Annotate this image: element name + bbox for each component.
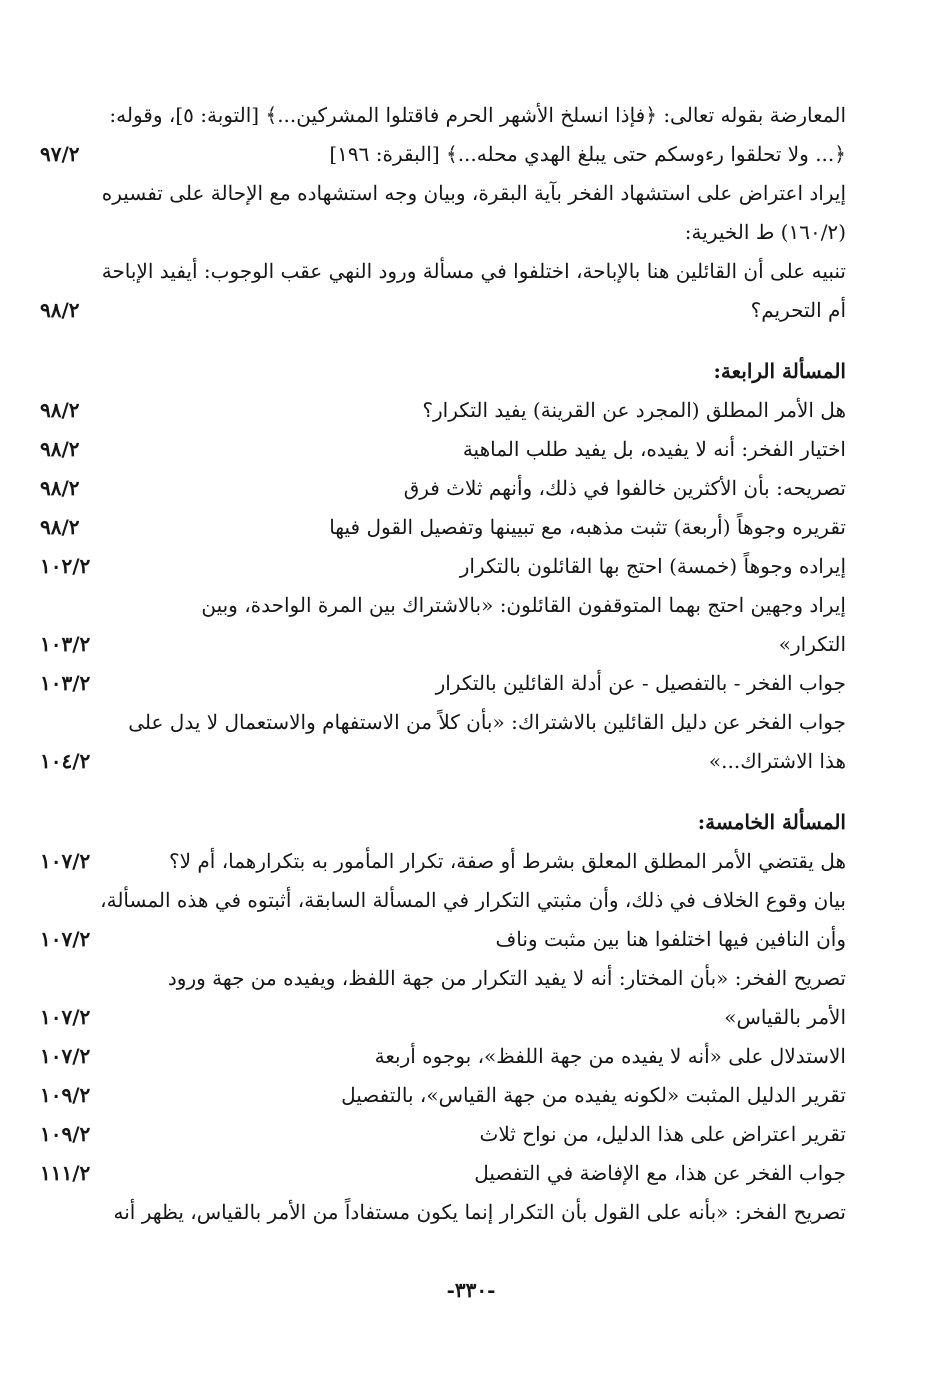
line-text: إيراد اعتراض على استشهاد الفخر بآية البقرة، وبيان وجه استشهاده مع الإحالة على تفسيره bbox=[101, 181, 846, 205]
page-ref: ١٠٧/٢ bbox=[40, 849, 91, 873]
line-text: المعارضة بقوله تعالى: ﴿فإذا انسلخ الأشهر الحرم فاقتلوا المشركين...﴾ [التوبة: ٥]، وقوله: bbox=[109, 103, 846, 127]
index-line bbox=[40, 547, 846, 586]
index-line bbox=[40, 430, 846, 469]
page-ref: ١٠٢/٢ bbox=[40, 554, 91, 578]
index-line bbox=[40, 469, 846, 508]
index-line bbox=[40, 1115, 846, 1154]
line-text: إيراده وجوهاً (خمسة) احتج بها القائلون بالتكرار bbox=[459, 554, 846, 578]
line-text: هل الأمر المطلق (المجرد عن القرينة) يفيد التكرار؟ bbox=[422, 398, 846, 422]
page-ref: ١٠٧/٢ bbox=[40, 927, 91, 951]
page-ref: ١٠٩/٢ bbox=[40, 1083, 91, 1107]
page-ref: ١٠٧/٢ bbox=[40, 1005, 91, 1029]
index-line bbox=[40, 625, 846, 664]
index-line bbox=[40, 291, 846, 330]
section-gap bbox=[40, 330, 846, 352]
line-text: جواب الفخر - بالتفصيل - عن أدلة القائلين بالتكرار bbox=[435, 671, 846, 695]
page-ref: ١٠٤/٢ bbox=[40, 749, 91, 773]
line-text: هذا الاشتراك...» bbox=[708, 749, 846, 773]
index-line bbox=[40, 508, 846, 547]
index-line bbox=[40, 920, 846, 959]
line-text: تصريح الفخر: «بأنه على القول بأن التكرار إنما يكون مستفاداً من الأمر بالقياس، يظهر أنه bbox=[113, 1200, 846, 1224]
index-line bbox=[40, 664, 846, 703]
page-ref: ٩٨/٢ bbox=[40, 298, 80, 322]
index-page bbox=[40, 96, 846, 1232]
page-ref: ٩٨/٢ bbox=[40, 515, 80, 539]
index-line bbox=[40, 742, 846, 781]
line-text: الاستدلال على «أنه لا يفيده من جهة اللفظ»، بوجوه أربعة bbox=[374, 1044, 846, 1068]
line-text: ﴿... ولا تحلقوا رءوسكم حتى يبلغ الهدي محله...﴾ [البقرة: ١٩٦] bbox=[329, 142, 846, 166]
page-ref: ٩٨/٢ bbox=[40, 476, 80, 500]
index-line bbox=[40, 1193, 846, 1232]
line-text: تصريحه: بأن الأكثرين خالفوا في ذلك، وأنهم ثلاث فرق bbox=[403, 476, 846, 500]
line-text: تقرير الدليل المثبت «لكونه يفيده من جهة القياس»، بالتفصيل bbox=[341, 1083, 846, 1107]
index-line bbox=[40, 252, 846, 291]
line-text: بيان وقوع الخلاف في ذلك، وأن مثبتي التكرار في المسألة السابقة، أثبتوه في هذه المسألة، bbox=[100, 888, 846, 912]
index-line bbox=[40, 1076, 846, 1115]
line-text: تقرير اعتراض على هذا الدليل، من نواح ثلاث bbox=[479, 1122, 846, 1146]
line-text: وأن النافين فيها اختلفوا هنا بين مثبت وناف bbox=[495, 927, 846, 951]
line-text: الأمر بالقياس» bbox=[724, 1005, 846, 1029]
index-line bbox=[40, 1154, 846, 1193]
page-number: -٣٣٠- bbox=[446, 1278, 496, 1302]
index-line bbox=[40, 135, 846, 174]
page-ref: ١٠٣/٢ bbox=[40, 632, 91, 656]
line-text: إيراد وجهين احتج بهما المتوقفون القائلون: «بالاشتراك بين المرة الواحدة، وبين bbox=[201, 593, 846, 617]
index-line bbox=[40, 586, 846, 625]
page-ref: ١٠٣/٢ bbox=[40, 671, 91, 695]
index-line bbox=[40, 391, 846, 430]
section-heading bbox=[40, 803, 846, 842]
line-text: تصريح الفخر: «بأن المختار: أنه لا يفيد التكرار من جهة اللفظ، ويفيده من جهة ورود bbox=[167, 966, 846, 990]
index-line bbox=[40, 96, 846, 135]
line-text: جواب الفخر عن دليل القائلين بالاشتراك: «بأن كلاً من الاستفهام والاستعمال لا يدل على bbox=[128, 710, 846, 734]
section-heading bbox=[40, 352, 846, 391]
section-gap bbox=[40, 781, 846, 803]
page-ref: ٩٨/٢ bbox=[40, 437, 80, 461]
page-ref: ١١١/٢ bbox=[40, 1161, 91, 1185]
heading-text: المسألة الخامسة: bbox=[697, 810, 846, 834]
line-text: أم التحريم؟ bbox=[750, 298, 846, 322]
index-line bbox=[40, 842, 846, 881]
line-text: التكرار» bbox=[778, 632, 846, 656]
index-line bbox=[40, 881, 846, 920]
line-text: تقريره وجوهاً (أربعة) تثبت مذهبه، مع تبيينها وتفصيل القول فيها bbox=[329, 515, 846, 539]
index-line bbox=[40, 174, 846, 213]
index-line bbox=[40, 213, 846, 252]
page-ref: ١٠٧/٢ bbox=[40, 1044, 91, 1068]
line-text: (١٦٠/٢) ط الخيرية: bbox=[684, 220, 846, 244]
index-line bbox=[40, 959, 846, 998]
line-text: اختيار الفخر: أنه لا يفيده، بل يفيد طلب الماهية bbox=[462, 437, 846, 461]
page-ref: ١٠٩/٢ bbox=[40, 1122, 91, 1146]
heading-text: المسألة الرابعة: bbox=[713, 359, 846, 383]
page-ref: ٩٧/٢ bbox=[40, 142, 80, 166]
line-text: تنبيه على أن القائلين هنا بالإباحة، اختلفوا في مسألة ورود النهي عقب الوجوب: أيفيد الإباحة bbox=[101, 259, 846, 283]
index-line bbox=[40, 998, 846, 1037]
index-line bbox=[40, 703, 846, 742]
index-line bbox=[40, 1037, 846, 1076]
line-text: جواب الفخر عن هذا، مع الإفاضة في التفصيل bbox=[474, 1161, 846, 1185]
line-text: هل يقتضي الأمر المطلق المعلق بشرط أو صفة، تكرار المأمور به بتكرارهما، أم لا؟ bbox=[169, 849, 846, 873]
page-ref: ٩٨/٢ bbox=[40, 398, 80, 422]
